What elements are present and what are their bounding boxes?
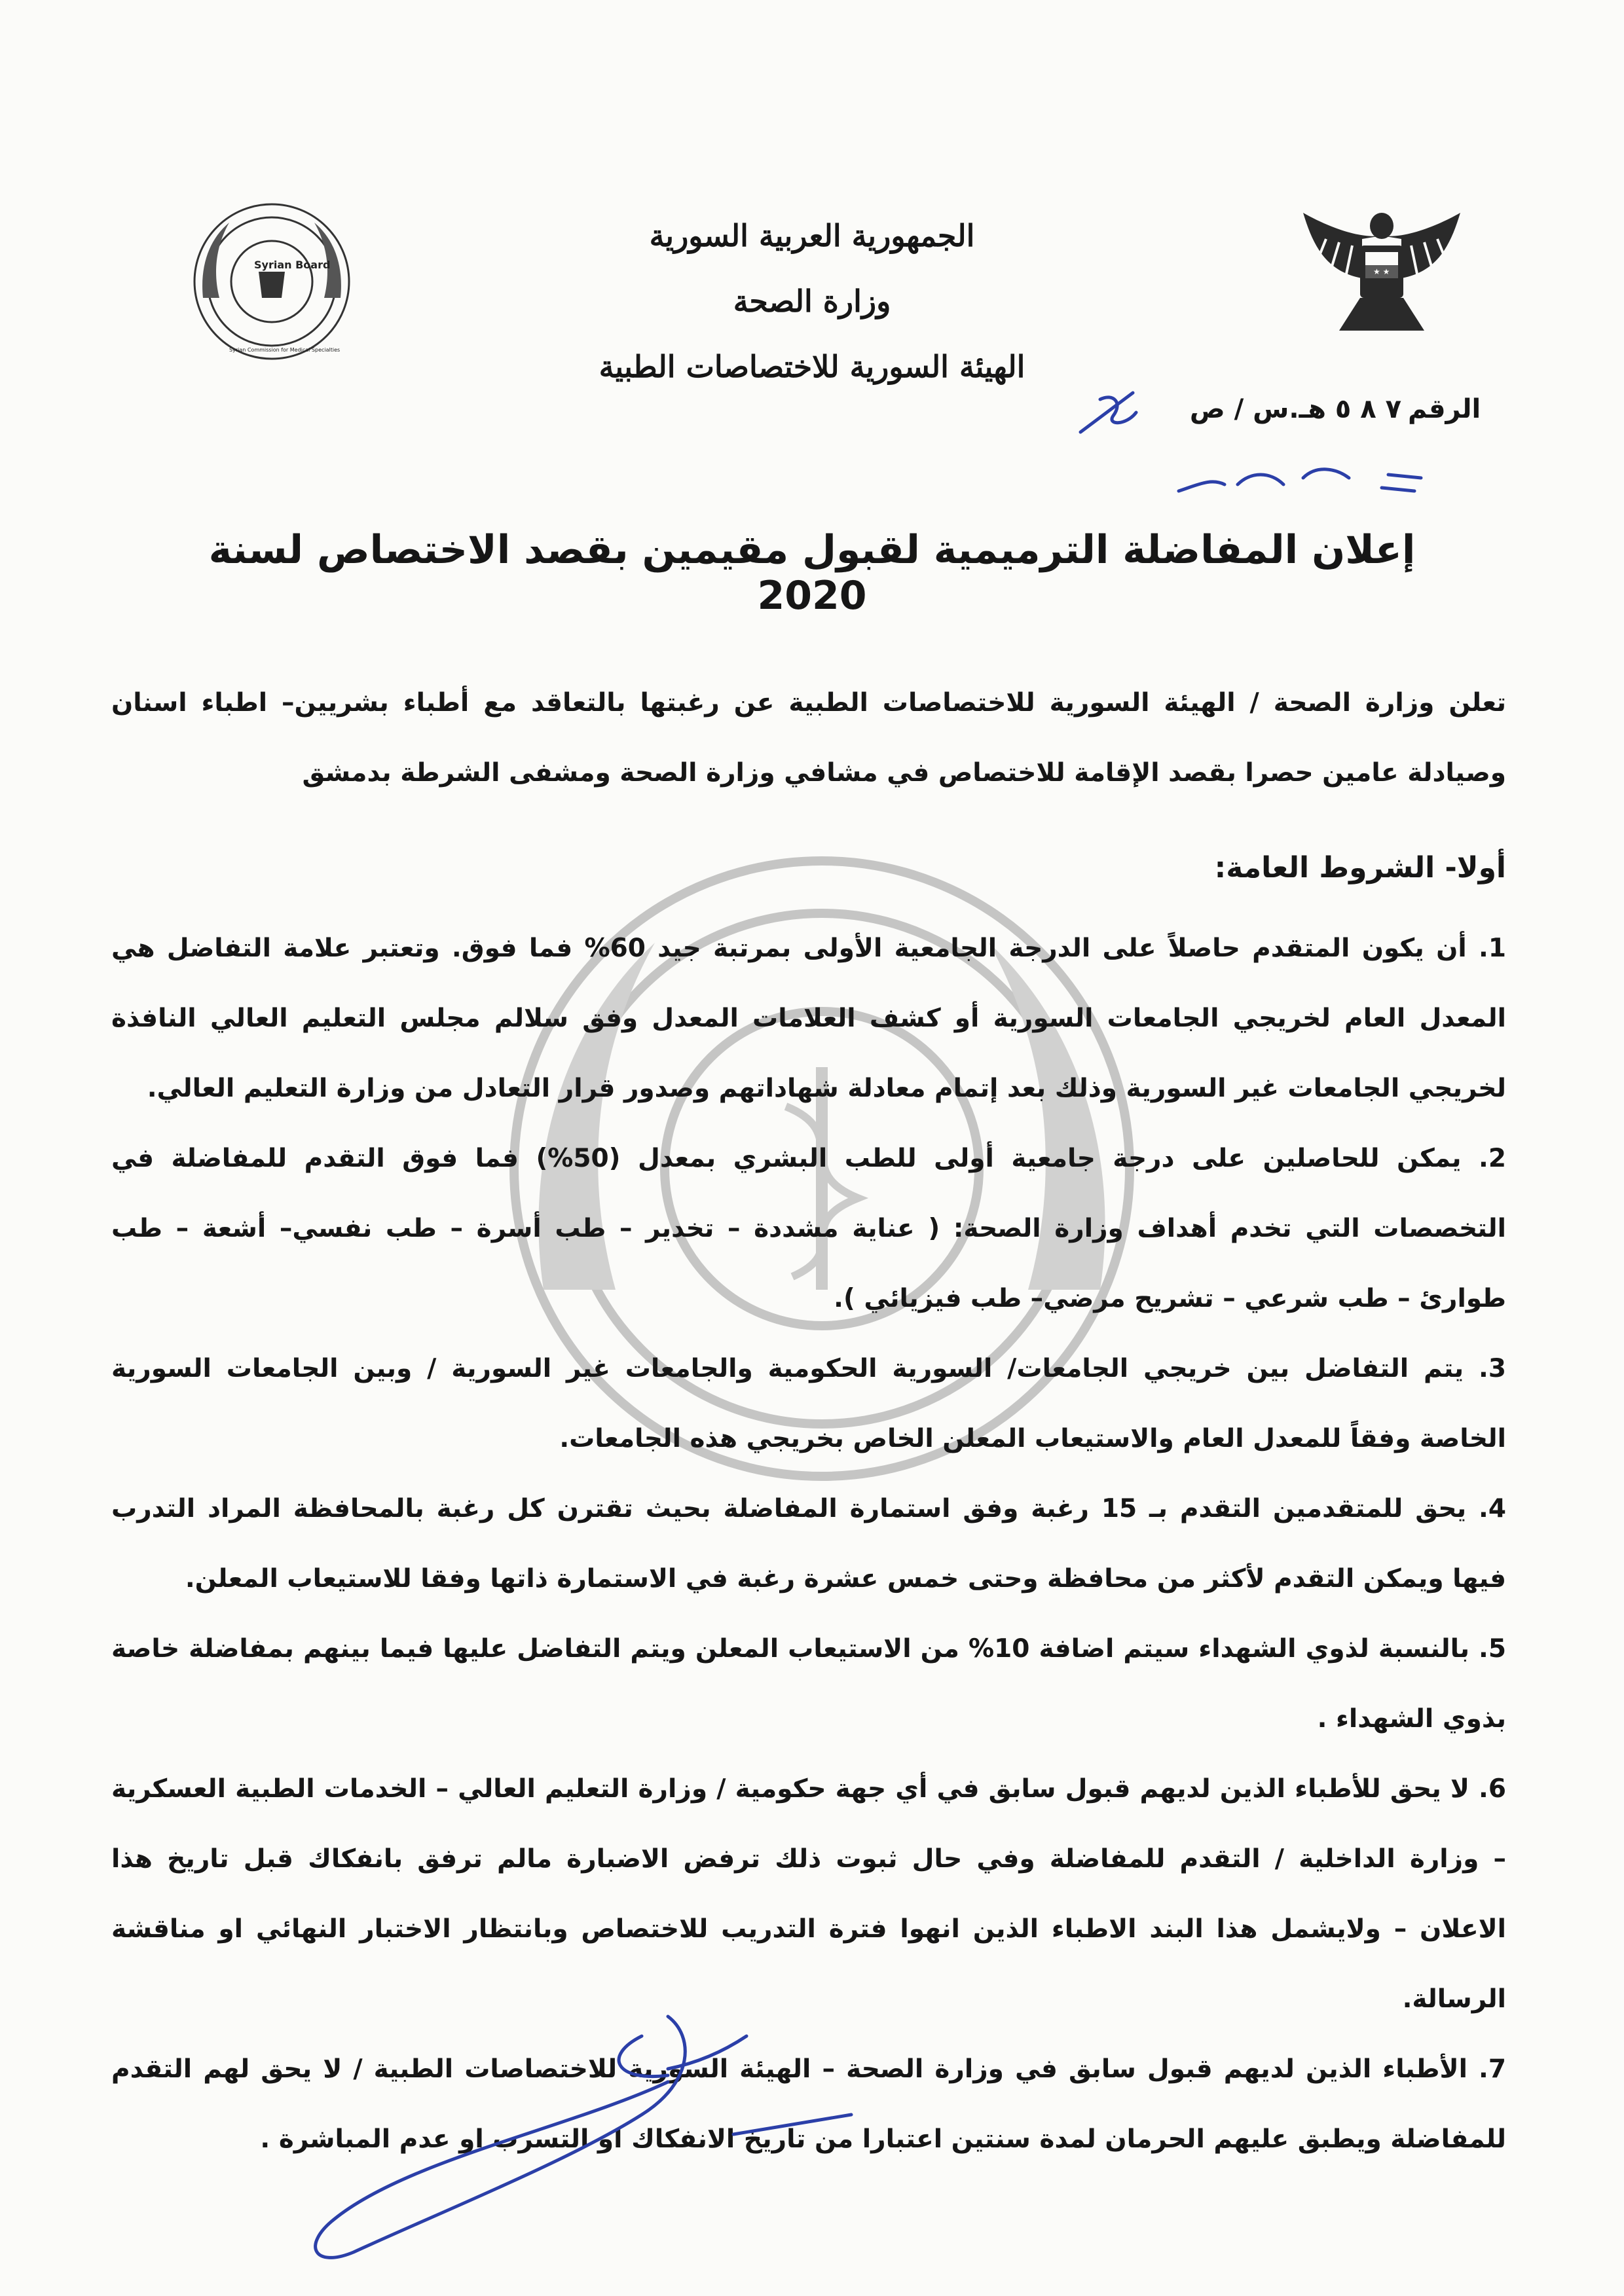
signature-icon xyxy=(275,1997,930,2272)
reference-label: الرقم xyxy=(1408,394,1481,424)
svg-text:★ ★: ★ ★ xyxy=(1373,267,1390,276)
condition-item: 5. بالنسبة لذوي الشهداء سيتم اضافة 10% من الاستيعاب المعلن ويتم التفاضل عليها فيما بينهم بمفاضلة خاصة بذوي الشهداء . xyxy=(111,1634,1506,1734)
letterhead-republic: الجمهورية العربية السورية xyxy=(649,218,975,253)
letterhead xyxy=(544,203,1080,399)
condition-item: 3. يتم التفاضل بين خريجي الجامعات/ السورية الحكومية والجامعات غير السورية / وبين الجامعات السورية الخاصة وفقاً للمعدل العام والاستيعاب المعلن الخاص بخريجي هذه الجامعات. xyxy=(111,1354,1506,1453)
letterhead-commission: الهيئة السورية للاختصاصات الطبية xyxy=(599,349,1025,384)
syrian-eagle-emblem-icon xyxy=(1300,200,1464,337)
reference-code: ٧ ٨ ٥ هـ.س / ص xyxy=(1189,394,1401,424)
section-title: أولا- الشروط العامة: xyxy=(1214,851,1506,884)
seal-name: Syrian Board xyxy=(254,259,331,271)
conditions-list xyxy=(111,913,1506,2174)
intro-paragraph xyxy=(111,668,1506,808)
syrian-board-seal xyxy=(190,200,354,363)
letterhead-ministry: وزارة الصحة xyxy=(733,283,891,319)
condition-item: 6. لا يحق للأطباء الذين لديهم قبول سابق في أي جهة حكومية / وزارة التعليم العالي – الخدمات الطبية العسكرية – وزارة الداخلية / التقدم للمفاضلة وفي حال ثبوت ذلك ترفض الاضبارة مالم ترفق بانفكاك قبل تاريخ هذا الاعلان – ولايشمل هذا البند الاطباء الذين انهوا فترة التدريب للاختصاص وبانتظار الاختبار النهائي او مناقشة الرسالة. xyxy=(111,1774,1506,2014)
condition-item: 7. الأطباء الذين لديهم قبول سابق في وزارة الصحة – الهيئة السورية للاختصاصات الطبية / لا يحق لهم التقدم للمفاضلة ويطبق عليهم الحرمان لمدة سنتين اعتبارا من تاريخ الانفكاك او التسرب او عدم المباشرة . xyxy=(111,2054,1506,2154)
handwritten-reference-icon xyxy=(1074,386,1493,504)
condition-item: 4. يحق للمتقدمين التقدم بـ 15 رغبة وفق استمارة المفاضلة بحيث تقترن كل رغبة بالمحافظة المراد التدرب فيها ويمكن التقدم لأكثر من محافظة وحتى خمس عشرة رغبة في الاستمارة ذاتها وفقا للاستيعاب المعلن. xyxy=(111,1494,1506,1594)
seal-subtitle: Syrian Commission for Medical Specialties xyxy=(229,347,341,353)
intro-text: تعلن وزارة الصحة / الهيئة السورية للاختصاصات الطبية عن رغبتها بالتعاقد مع أطباء بشريين– اطباء اسنان وصيادلة عامين حصرا بقصد الإقامة للاختصاص في مشافي وزارة الصحة ومشفى الشرطة بدمشق xyxy=(111,688,1506,788)
condition-item: 1. أن يكون المتقدم حاصلاً على الدرجة الجامعية الأولى بمرتبة جيد 60% فما فوق. وتعتبر علامة التفاضل هي المعدل العام لخريجي الجامعات السورية أو كشف العلامات المعدل وفق سلالم مجلس التعليم العالي النافذة لخريجي الجامعات غير السورية وذلك بعد إتمام معادلة شهاداتهم وصدور قرار التعادل من وزارة التعليم العالي. xyxy=(111,934,1506,1103)
announcement-title: إعلان المفاضلة الترميمية لقبول مقيمين بقصد الاختصاص لسنة 2020 xyxy=(208,527,1416,619)
condition-item: 2. يمكن للحاصلين على درجة جامعية أولى للطب البشري بمعدل (50%) فما فوق التقدم للمفاضلة في التخصصات التي تخدم أهداف وزارة الصحة: ( عناية مشددة – تخدير – طب أسرة – طب نفسي– أشعة – طب طوارئ – طب شرعي – تشريح مرضي– طب فيزيائي ). xyxy=(111,1144,1506,1313)
